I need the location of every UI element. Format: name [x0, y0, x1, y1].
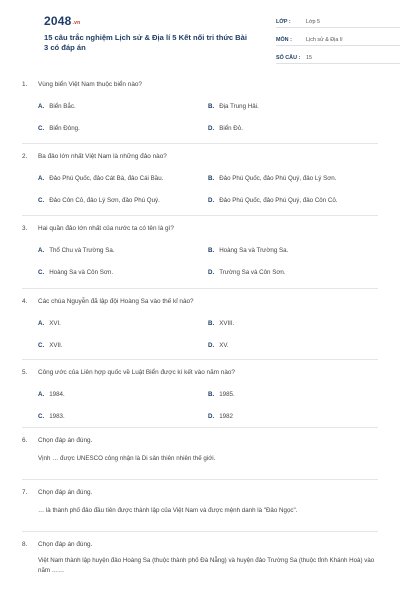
answer-letter: B. — [208, 103, 215, 110]
answer-letter: B. — [208, 175, 215, 182]
answer-letter: D. — [208, 269, 215, 276]
question-prompt: Các chúa Nguyễn đã lập đội Hoàng Sa vào thế kỉ nào? — [38, 298, 194, 305]
answer-text: Hoàng Sa và Trường Sa. — [219, 247, 289, 254]
question-item — [22, 532, 378, 592]
answer-option[interactable] — [38, 268, 208, 277]
question-item — [22, 144, 378, 216]
meta-subject-label: MÔN : — [276, 37, 292, 43]
question-item — [22, 72, 378, 144]
meta-count-label: SỐ CÂU : — [276, 55, 301, 61]
answer-text: Biển Đỏ. — [219, 125, 243, 132]
question-text — [22, 144, 378, 161]
answer-text: XVII. — [49, 342, 63, 349]
answer-text: Hoàng Sa và Côn Sơn. — [49, 269, 114, 276]
answer-option[interactable] — [208, 102, 378, 111]
answer-letter: C. — [38, 413, 45, 420]
question-text — [22, 428, 378, 445]
answer-grid — [22, 246, 378, 277]
answer-letter: C. — [38, 342, 45, 349]
answer-text: Địa Trung Hải. — [219, 103, 259, 110]
question-item — [22, 428, 378, 480]
meta-count-row — [276, 50, 400, 64]
answer-text: XVIII. — [219, 320, 235, 327]
meta-subject-row — [276, 32, 400, 46]
answer-option[interactable] — [208, 124, 378, 133]
answer-text: Đảo Côn Cỏ, đảo Lý Sơn, đảo Phú Quý. — [49, 197, 160, 204]
document-title: 15 câu trắc nghiệm Lịch sử & Địa lí 5 Kết nối tri thức Bài 3 có đáp án — [44, 33, 247, 52]
answer-option[interactable] — [38, 174, 208, 183]
answer-letter: C. — [38, 269, 45, 276]
meta-class-row — [276, 14, 400, 28]
answer-letter: A. — [38, 103, 45, 110]
answer-option[interactable] — [208, 390, 378, 399]
question-text — [22, 360, 378, 377]
meta-class-label: LỚP : — [276, 19, 291, 25]
question-list — [22, 72, 378, 592]
answer-option[interactable] — [38, 390, 208, 399]
answer-text: 1984. — [49, 391, 65, 398]
answer-text: Trường Sa và Côn Sơn. — [219, 269, 286, 276]
question-prompt: Vùng biển Việt Nam thuộc biển nào? — [38, 81, 142, 88]
answer-option[interactable] — [208, 268, 378, 277]
meta-class-value: Lớp 5 — [306, 19, 321, 25]
answer-option[interactable] — [38, 319, 208, 328]
question-number: 1. — [22, 81, 28, 88]
question-text — [22, 72, 378, 89]
answer-grid — [22, 319, 378, 350]
answer-grid — [22, 102, 378, 133]
answer-text: 1982 — [219, 413, 233, 420]
answer-option[interactable] — [208, 246, 378, 255]
answer-letter: C. — [38, 197, 45, 204]
answer-text: Đảo Phú Quốc, đảo Phú Quý, đảo Lý Sơn. — [219, 175, 337, 182]
answer-letter: A. — [38, 320, 45, 327]
answer-text: Thổ Chu và Trường Sa. — [49, 247, 115, 254]
answer-option[interactable] — [208, 174, 378, 183]
question-prompt: Chọn đáp án đúng. — [38, 437, 93, 444]
question-prompt: Chọn đáp án đúng. — [38, 489, 93, 496]
question-item — [22, 480, 378, 532]
question-prompt: Công ước của Liên hợp quốc về Luật Biển được kí kết vào năm nào? — [38, 369, 235, 376]
answer-text: 1983. — [49, 413, 65, 420]
answer-option[interactable] — [38, 124, 208, 133]
meta-count-value: 15 — [306, 55, 312, 61]
answer-letter: D. — [208, 342, 215, 349]
answer-letter: A. — [38, 391, 45, 398]
document-meta — [276, 14, 400, 68]
question-prompt: Chọn đáp án đúng. — [38, 541, 93, 548]
answer-option[interactable] — [38, 196, 208, 205]
answer-text: Đảo Phú Quốc, đảo Phú Quý, đảo Côn Cỏ. — [219, 197, 338, 204]
answer-option[interactable] — [208, 412, 378, 421]
answer-grid — [22, 390, 378, 421]
answer-text: 1985. — [219, 391, 235, 398]
question-body: Vịnh … được UNESCO công nhận là Di sản thiên nhiên thế giới. — [38, 455, 216, 462]
site-logo[interactable] — [44, 14, 80, 28]
question-number: 3. — [22, 225, 28, 232]
question-item — [22, 360, 378, 428]
question-item — [22, 216, 378, 289]
answer-option[interactable] — [38, 341, 208, 350]
answer-option[interactable] — [38, 412, 208, 421]
answer-text: Biển Đông. — [49, 125, 80, 132]
question-text — [22, 216, 378, 233]
question-number: 8. — [22, 541, 28, 548]
meta-subject-value: Lịch sử & Địa lí — [306, 37, 343, 43]
question-text — [22, 532, 378, 549]
question-number: 6. — [22, 437, 28, 444]
question-number: 2. — [22, 153, 28, 160]
answer-option[interactable] — [38, 246, 208, 255]
answer-text: Biển Bắc. — [49, 103, 76, 110]
question-text — [22, 480, 378, 497]
question-body: Việt Nam thành lập huyện đảo Hoàng Sa (thuộc thành phố Đà Nẵng) và huyện đảo Trường Sa (thuộc tỉnh Khánh Hoà) vào năm …… — [38, 557, 375, 574]
answer-letter: D. — [208, 413, 215, 420]
question-number: 4. — [22, 298, 28, 305]
answer-letter: C. — [38, 125, 45, 132]
question-number: 7. — [22, 489, 28, 496]
question-body: … là thành phố đảo đầu tiên được thành lập của Việt Nam và được mệnh danh là "Đảo Ngọc". — [38, 507, 298, 514]
answer-option[interactable] — [208, 341, 378, 350]
question-item — [22, 289, 378, 360]
answer-text: XVI. — [49, 320, 61, 327]
answer-letter: D. — [208, 125, 215, 132]
question-prompt: Hai quần đảo lớn nhất của nước ta có tên là gì? — [38, 225, 174, 232]
answer-grid — [22, 174, 378, 205]
answer-text: XV. — [219, 342, 229, 349]
question-prompt: Ba đảo lớn nhất Việt Nam là những đảo nào? — [38, 153, 167, 160]
answer-text: Đảo Phú Quốc, đảo Cát Bà, đảo Cái Bầu. — [49, 175, 164, 182]
answer-option[interactable] — [38, 102, 208, 111]
logo-domain: .vn — [72, 20, 81, 26]
answer-letter: B. — [208, 320, 215, 327]
answer-letter: A. — [38, 247, 45, 254]
answer-letter: B. — [208, 247, 215, 254]
answer-option[interactable] — [208, 196, 378, 205]
answer-option[interactable] — [208, 319, 378, 328]
document-header — [22, 0, 378, 76]
question-number: 5. — [22, 369, 28, 376]
logo-text: 2048 — [44, 14, 72, 28]
question-text — [22, 289, 378, 306]
answer-letter: A. — [38, 175, 45, 182]
answer-letter: D. — [208, 197, 215, 204]
answer-letter: B. — [208, 391, 215, 398]
